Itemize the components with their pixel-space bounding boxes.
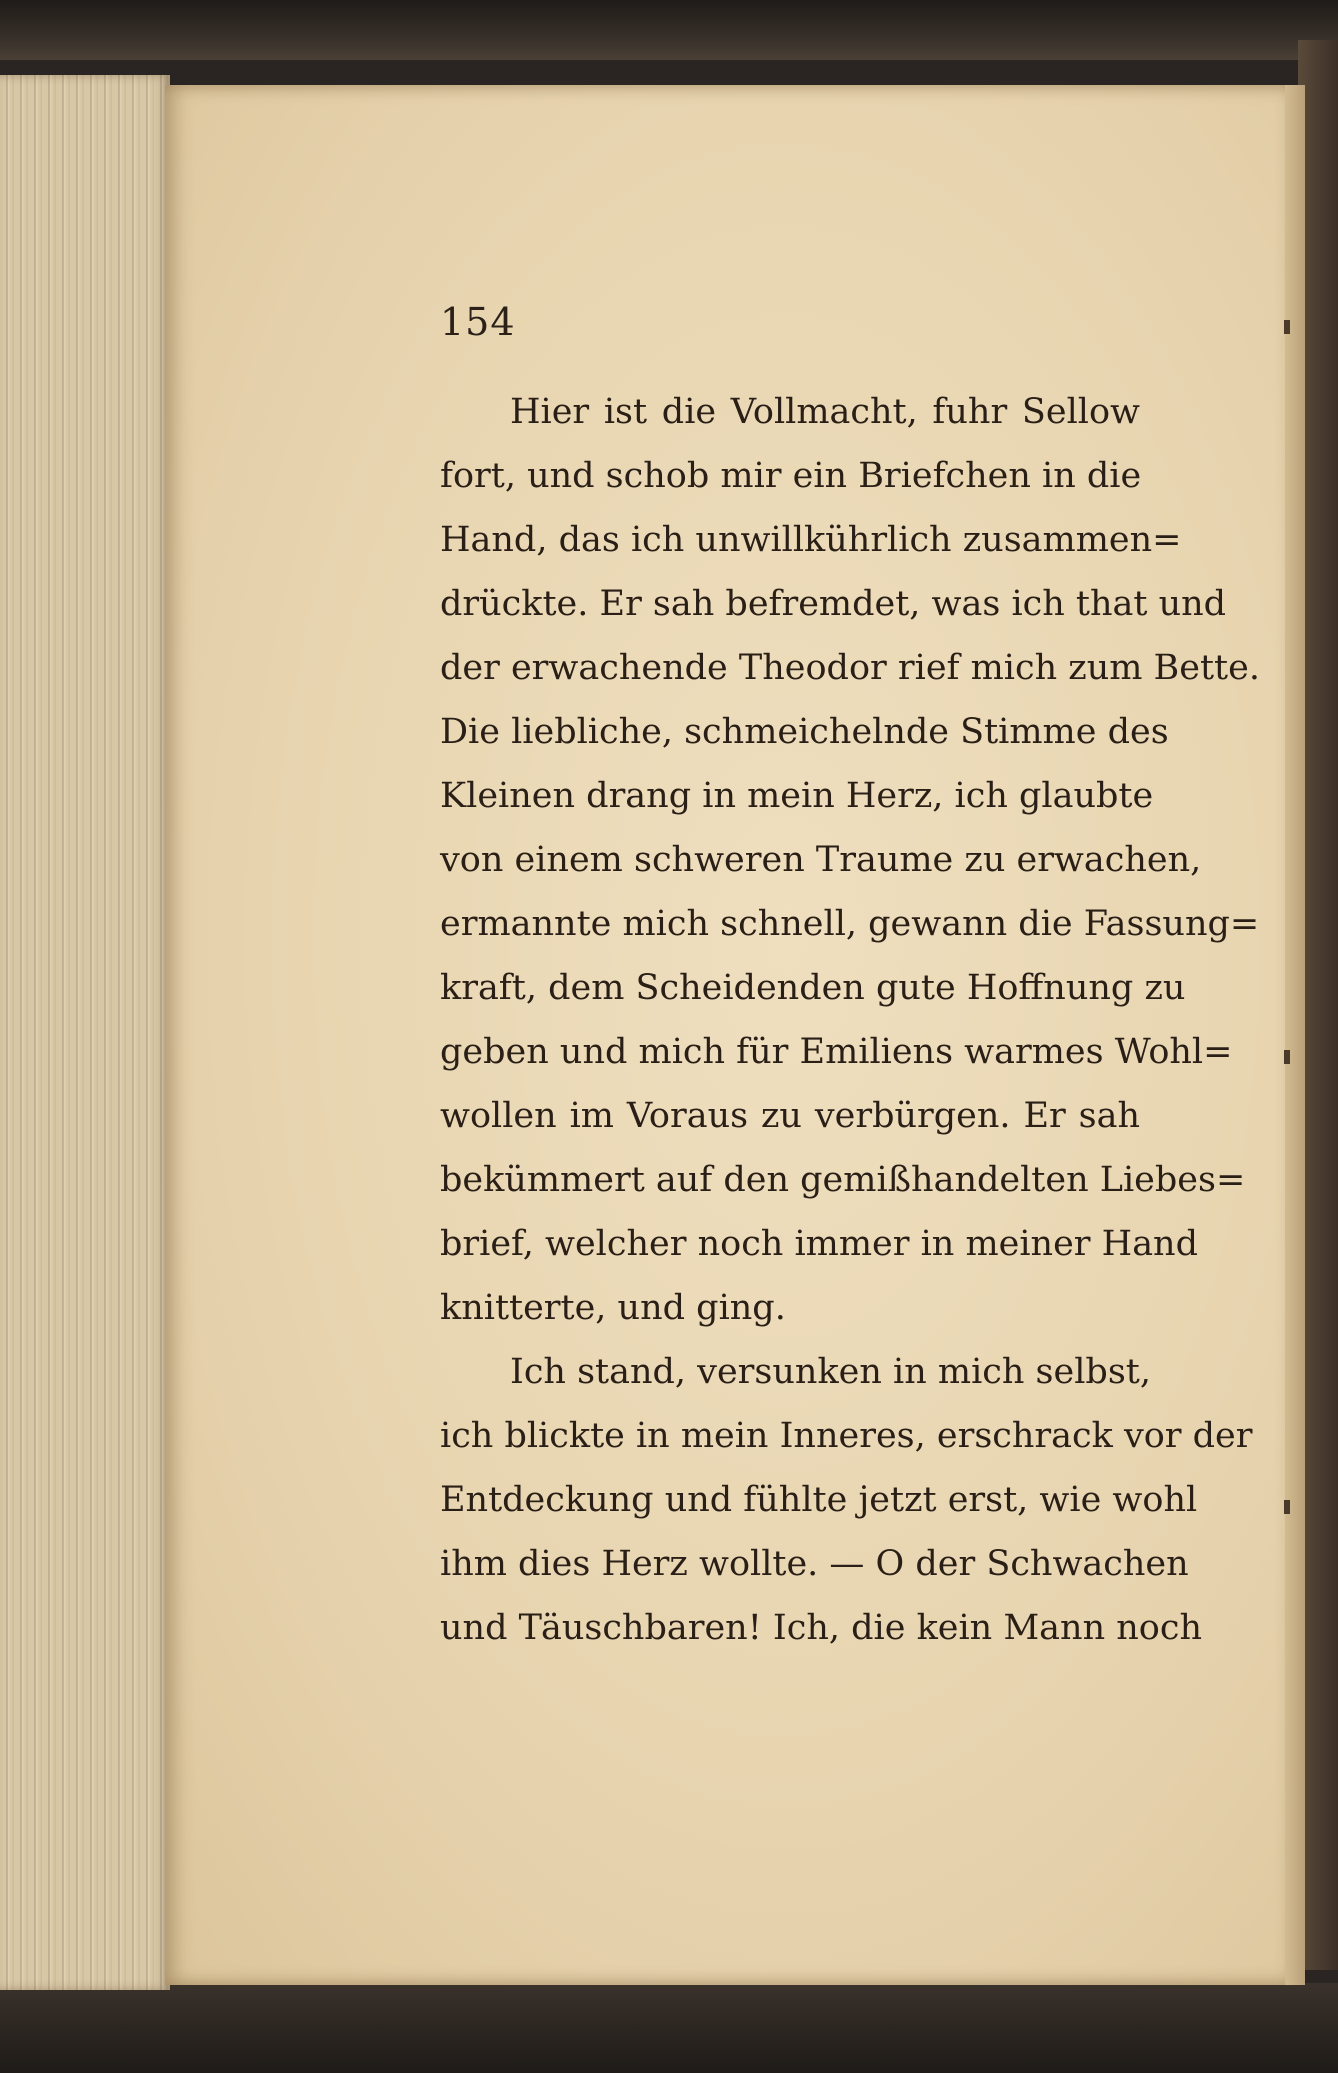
text-line: Entdeckung und fühlte jetzt erst, wie wohl [440,1480,1198,1520]
text-line: Ich stand, versunken in mich selbst, [510,1352,1151,1392]
text-line: kraft, dem Scheidenden gute Hoffnung zu [440,968,1186,1008]
text-line: ich blickte in mein Inneres, erschrack vor der [440,1416,1253,1456]
text-line: brief, welcher noch immer in meiner Hand [440,1224,1199,1264]
text-line: ermannte mich schnell, gewann die Fassung= [440,904,1260,944]
body-text [440,380,1260,1660]
text-line: drückte. Er sah befremdet, was ich that und [440,584,1227,624]
text-line: Hand, das ich unwillkührlich zusammen= [440,520,1182,560]
text-line: und Täuschbaren! Ich, die kein Mann noch [440,1608,1203,1648]
margin-mark [1284,1500,1290,1514]
text-line: knitterte, und ging. [440,1288,786,1328]
margin-mark [1284,1050,1290,1064]
text-line: fort, und schob mir ein Briefchen in die [440,456,1142,496]
book-cover-bottom [0,1983,1338,2073]
text-line: Kleinen drang in mein Herz, ich glaubte [440,776,1154,816]
page-number: 154 [440,300,516,344]
text-line: der erwachende Theodor rief mich zum Bette. [440,648,1260,688]
text-line: bekümmert auf den gemißhandelten Liebes= [440,1160,1246,1200]
book-cover-top [0,0,1338,60]
text-line: wollen im Voraus zu verbürgen. Er sah [440,1096,1140,1136]
text-line: von einem schweren Traume zu erwachen, [440,840,1202,880]
text-line: Hier ist die Vollmacht, fuhr Sellow [510,392,1140,432]
text-line: Die liebliche, schmeichelnde Stimme des [440,712,1169,752]
text-line: geben und mich für Emiliens warmes Wohl= [440,1032,1233,1072]
page-right-edge [1285,85,1305,1985]
margin-mark [1284,320,1290,334]
page-edges [0,75,170,1990]
text-line: ihm dies Herz wollte. — O der Schwachen [440,1544,1189,1584]
